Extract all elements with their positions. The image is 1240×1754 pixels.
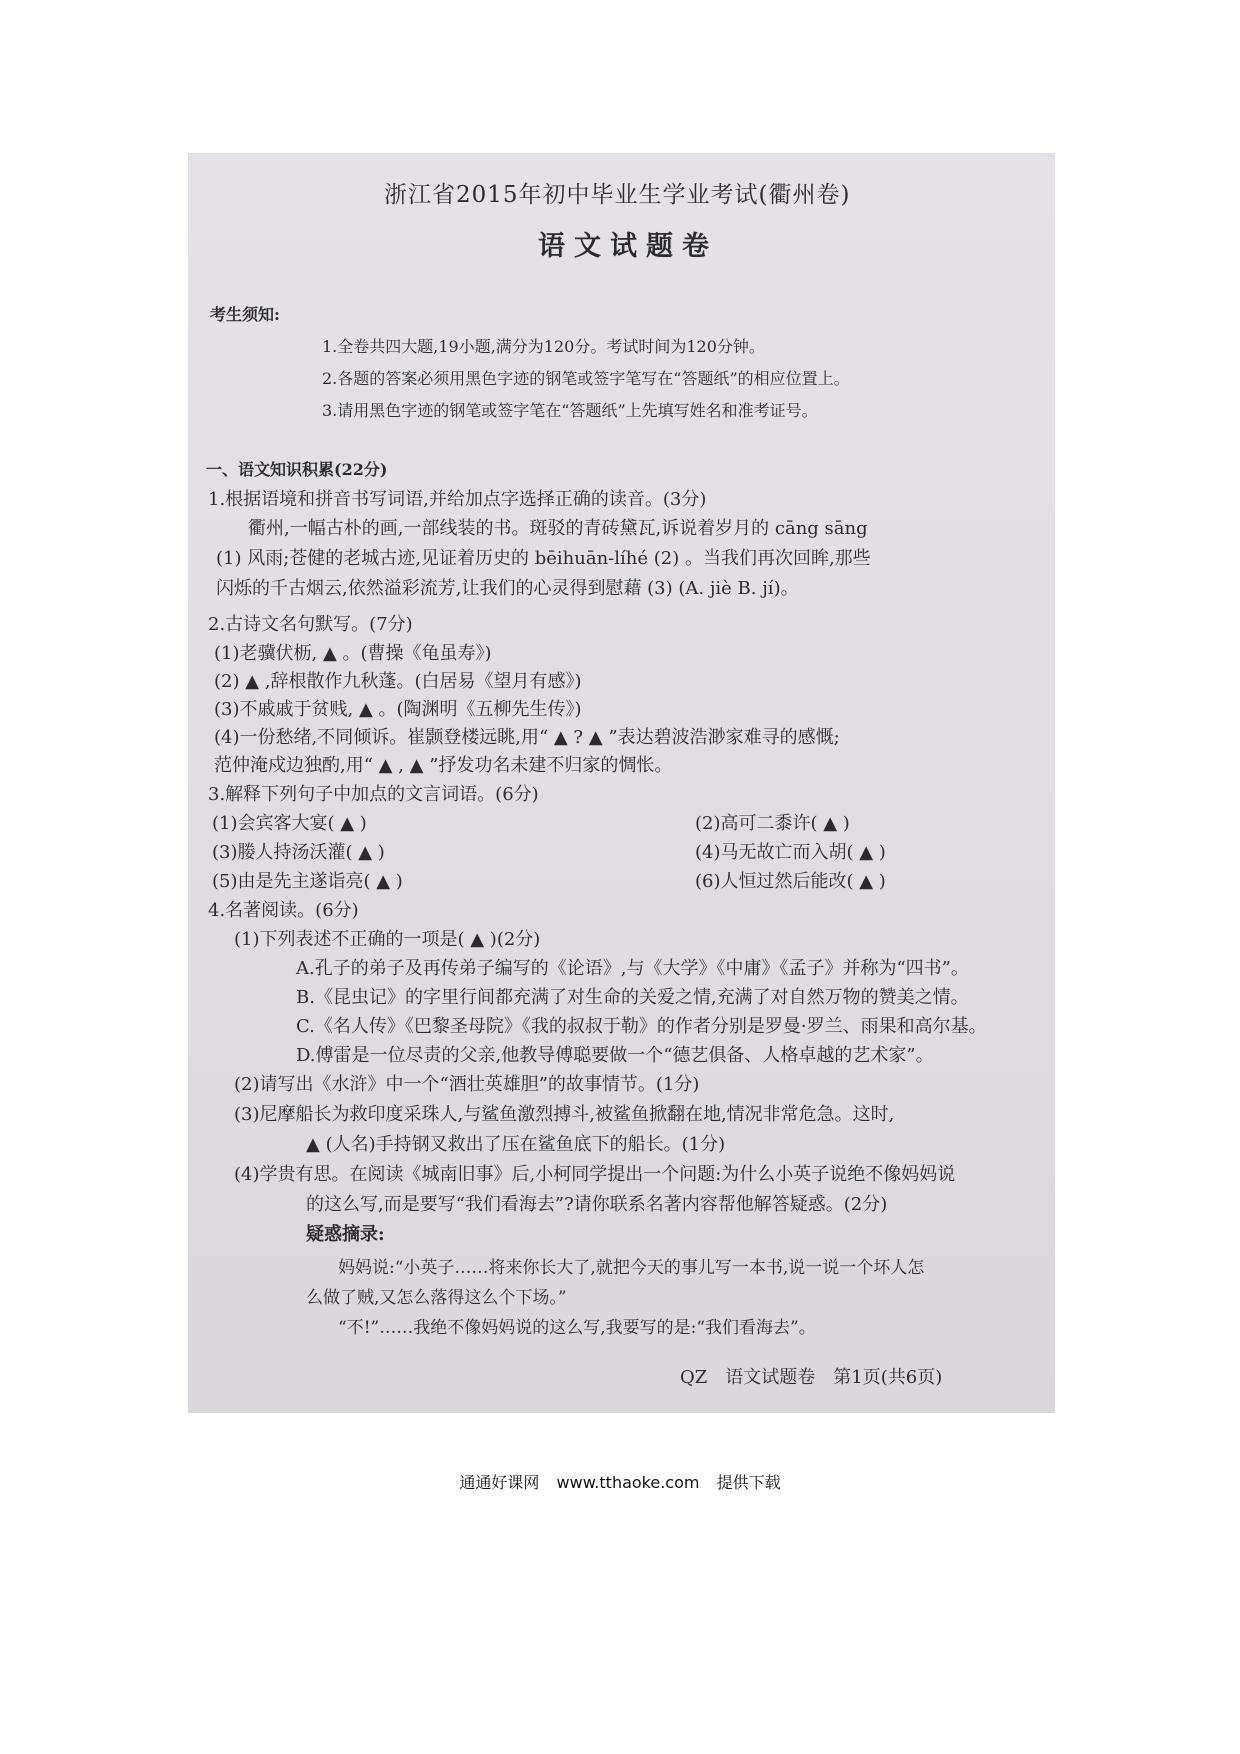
question-stem: 1.根据语境和拼音书写词语,并给加点字选择正确的读音。(3分) <box>208 489 707 510</box>
question-line: (3)尼摩船长为救印度采珠人,与鲨鱼激烈搏斗,被鲨鱼掀翻在地,情况非常危急。这时, <box>234 1104 895 1125</box>
question-stem: 3.解释下列句子中加点的文言词语。(6分) <box>208 784 539 805</box>
option-b: B.《昆虫记》的字里行间都充满了对生命的关爱之情,充满了对自然万物的赞美之情。 <box>296 987 969 1008</box>
question-stem: 2.古诗文名句默写。(7分) <box>208 614 413 635</box>
question-item: (1)会宾客大宴( ▲ ) <box>212 813 367 834</box>
section-heading: 一、语文知识积累(22分) <box>206 460 388 479</box>
question-line: ▲ (人名)手持钢叉救出了压在鲨鱼底下的船长。(1分) <box>306 1134 726 1155</box>
notice-item: 1.全卷共四大题,19小题,满分为120分。考试时间为120分钟。 <box>322 337 765 356</box>
download-note <box>0 1470 1240 1493</box>
question-line: (3)不戚戚于贫贱, ▲ 。(陶渊明《五柳先生传》) <box>214 699 582 720</box>
question-line: 衢州,一幅古朴的画,一部线装的书。斑驳的青砖黛瓦,诉说着岁月的 cāng sāng <box>248 518 868 539</box>
exam-title: 浙江省2015年初中毕业生学业考试(衢州卷) <box>384 182 851 208</box>
question-line: 范仲淹戍边独酌,用“ ▲ , ▲ ”抒发功名未建不归家的惆怅。 <box>214 755 673 776</box>
excerpt-line: “不!”……我绝不像妈妈说的这么写,我要写的是:“我们看海去”。 <box>338 1318 816 1338</box>
site-url: www.tthaoke.com <box>556 1473 700 1492</box>
question-line: 闪烁的千古烟云,依然溢彩流芳,让我们的心灵得到慰藉 (3) (A. jiè B. jí)。 <box>216 578 799 599</box>
question-stem: 4.名著阅读。(6分) <box>208 900 359 921</box>
option-c: C.《名人传》《巴黎圣母院》《我的叔叔于勒》的作者分别是罗曼·罗兰、雨果和高尔基。 <box>296 1016 987 1037</box>
option-a: A.孔子的弟子及再传弟子编写的《论语》,与《大学》《中庸》《孟子》并称为“四书”。 <box>296 958 969 979</box>
question-line: (1)老骥伏枥, ▲ 。(曹操《龟虽寿》) <box>214 643 492 664</box>
question-item: (2)高可二黍许( ▲ ) <box>695 813 850 834</box>
download-label: 提供下载 <box>716 1473 781 1492</box>
question-item: (4)马无故亡而入胡( ▲ ) <box>695 842 886 863</box>
notice-heading: 考生须知: <box>210 305 280 324</box>
excerpt-line: 妈妈说:“小英子……将来你长大了,就把今天的事儿写一本书,说一说一个坏人怎 <box>338 1258 925 1278</box>
question-line: (4)一份愁绪,不同倾诉。崔颢登楼远眺,用“ ▲ ? ▲ ”表达碧波浩渺家难寻的感慨; <box>214 727 840 748</box>
notice-item: 3.请用黑色字迹的钢笔或签字笔在“答题纸”上先填写姓名和准考证号。 <box>322 401 818 420</box>
excerpt-line: 么做了贼,又怎么落得这么个下场。” <box>306 1288 567 1308</box>
question-line: (4)学贵有思。在阅读《城南旧事》后,小柯同学提出一个问题:为什么小英子说绝不像妈妈说 <box>234 1164 956 1185</box>
option-d: D.傅雷是一位尽责的父亲,他教导傅聪要做一个“德艺俱备、人格卓越的艺术家”。 <box>296 1045 934 1066</box>
exam-subtitle: 语文试题卷 <box>538 231 718 262</box>
question-line: (2)请写出《水浒》中一个“酒壮英雄胆”的故事情节。(1分) <box>234 1074 700 1095</box>
site-name: 通通好课网 <box>459 1473 540 1492</box>
exam-sheet-photo <box>188 153 1055 1413</box>
question-item: (3)媵人持汤沃灌( ▲ ) <box>212 842 385 863</box>
question-line: 的这么写,而是要写“我们看海去”?请你联系名著内容帮他解答疑惑。(2分) <box>306 1194 888 1215</box>
question-item: (6)人恒过然后能改( ▲ ) <box>695 871 886 892</box>
question-line: (1)下列表述不正确的一项是( ▲ )(2分) <box>234 929 541 950</box>
question-line: (2) ▲ ,辞根散作九秋蓬。(白居易《望月有感》) <box>214 671 582 692</box>
excerpt-heading: 疑惑摘录: <box>306 1224 385 1245</box>
question-line: (1) 风雨;苍健的老城古迹,见证着历史的 bēihuān-líhé (2) 。当我们再次回眸,那些 <box>216 548 871 569</box>
notice-item: 2.各题的答案必须用黑色字迹的钢笔或签字笔写在“答题纸”的相应位置上。 <box>322 369 850 388</box>
page-footer: QZ 语文试题卷 第1页(共6页) <box>680 1367 943 1388</box>
question-item: (5)由是先主遂诣亮( ▲ ) <box>212 871 403 892</box>
